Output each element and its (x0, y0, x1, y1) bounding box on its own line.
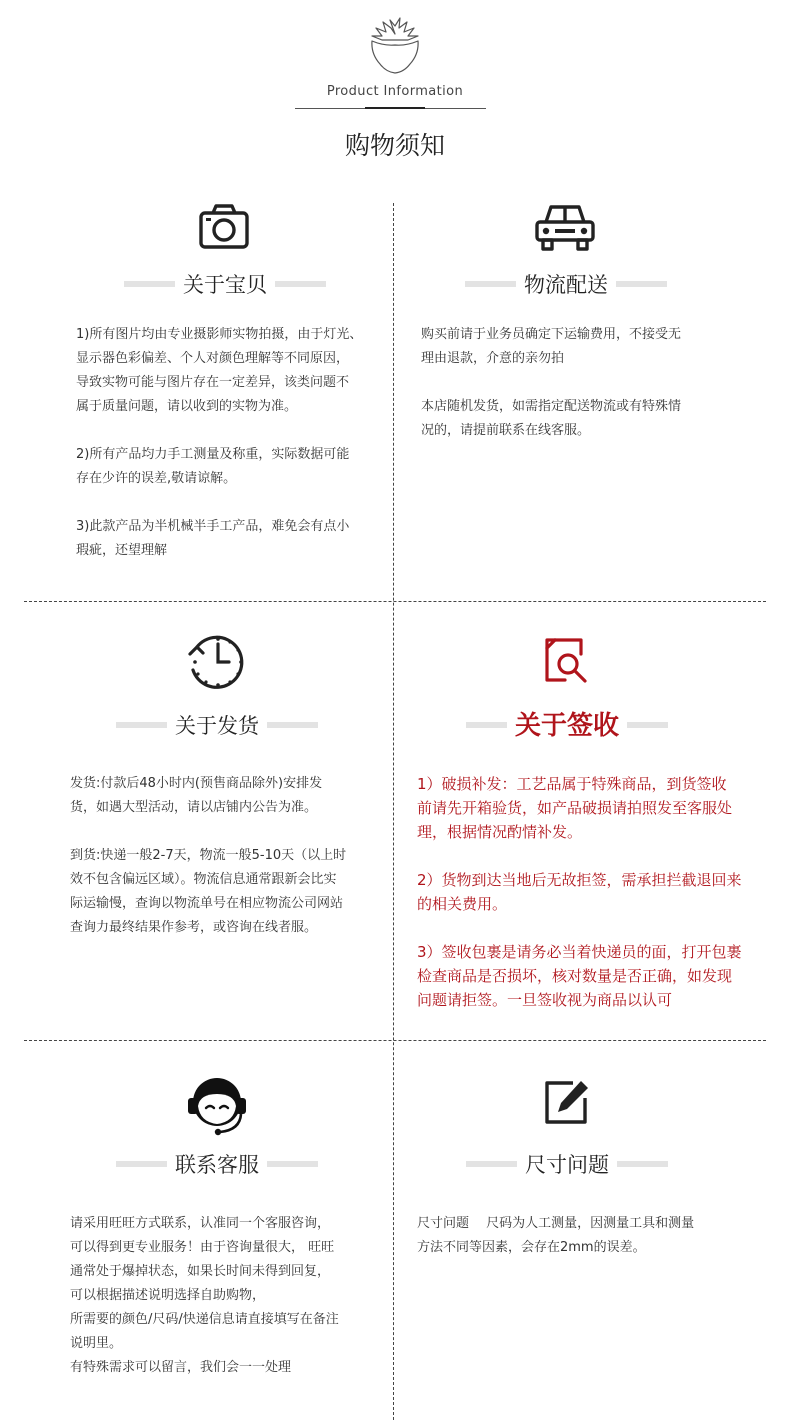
package-inspect-icon (543, 636, 591, 684)
camera-icon (198, 203, 250, 251)
section-paragraph: 3)此款产品为半机械半手工产品，难免会有点小 瑕疵，还望理解 (76, 519, 350, 558)
section-paragraph: 1)所有图片均由专业摄影师实物拍摄，由于灯光、 显示器色彩偏差、个人对颜色理解等不同原因， 导致实物可能与图片存在一定差异，该类问题不 属于质量问题，请以收到的实物为准。 (76, 327, 363, 414)
plant-pot-icon (362, 14, 428, 76)
car-icon (534, 202, 596, 252)
section-title: 关于签收 (507, 705, 627, 742)
section-paragraph: 1）破损补发：工艺品属于特殊商品，到货签收 前请先开箱验货，如产品破损请拍照发至客服处 理，根据情况酌情补发。 (417, 775, 733, 841)
section-paragraph: 到货:快递一般2-7天，物流一般5-10天（以上时 效不包含偏远区域）。物流信息通常跟新会比实 际运输慢，查询以物流单号在相应物流公司网站 查询力最终结果作参考，或咨询在线者服。 (70, 848, 347, 935)
section-paragraph: 请采用旺旺方式联系，认准同一个客服咨询， 可以得到更专业服务！由于咨询量很大， 旺旺 通常处于爆掉状态，如果长时间未得到回复， 可以根据描述说明选择自助购物， 所需要的颜色/尺码/快递信息请直接填写在备注 说明里。 有特殊需求可以留言，我们会一一处理 (70, 1216, 339, 1375)
page-title: 购物须知 (344, 131, 445, 160)
section-paragraph: 2)所有产品均力手工测量及称重，实际数据可能 存在少许的误差,敬请谅解。 (76, 447, 350, 486)
section-paragraph: 2）货物到达当地后无故拒签，需承担拦截退回来 的相关费用。 (417, 871, 742, 913)
section-title: 关于发货 (167, 710, 267, 740)
section-paragraph: 尺寸问题 尺码为人工测量，因测量工具和测量 方法不同等因素，会存在2mm的误差。 (417, 1216, 695, 1255)
section-paragraph: 购买前请于业务员确定下运输费用，不接受无 理由退款，介意的亲勿拍 (421, 327, 682, 366)
section-paragraph: 本店随机发货，如需指定配送物流或有特殊情 况的，请提前联系在线客服。 (421, 399, 682, 438)
section-title: 物流配送 (516, 269, 616, 299)
section-title: 联系客服 (167, 1149, 267, 1179)
section-title: 尺寸问题 (517, 1149, 617, 1179)
section-paragraph: 3）签收包裹是请务必当着快递员的面，打开包裹 检查商品是否损坏，核对数量是否正确，如发现 问题请拒签。一旦签收视为商品以认可 (417, 943, 742, 1009)
section-paragraph: 发货:付款后48小时内(预售商品除外)安排发 货，如遇大型活动，请以店铺内公告为准。 (70, 776, 323, 815)
column-divider (393, 203, 394, 1420)
row-divider-1 (24, 601, 766, 602)
edit-icon (543, 1078, 591, 1126)
row-divider-2 (24, 1040, 766, 1041)
headset-icon (184, 1072, 250, 1138)
section-title: 关于宝贝 (175, 269, 275, 299)
header-title-en: Product Information (326, 84, 464, 99)
header-divider-accent (365, 107, 425, 109)
clock-icon (187, 632, 247, 690)
